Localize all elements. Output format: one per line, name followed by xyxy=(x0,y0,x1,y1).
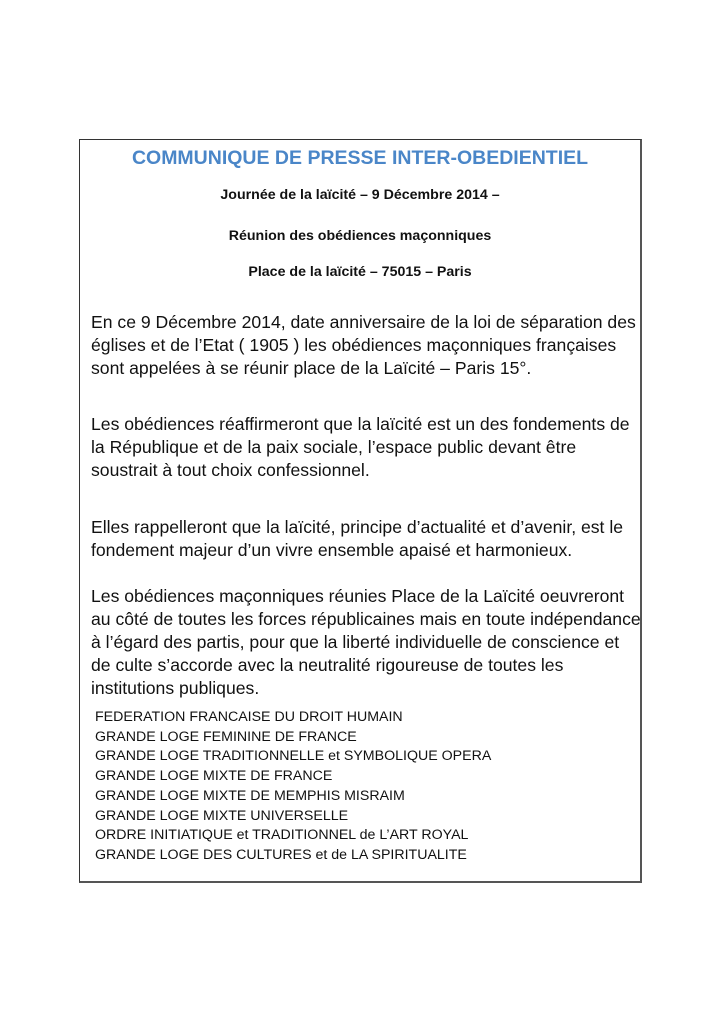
signatory-item: GRANDE LOGE MIXTE DE MEMPHIS MISRAIM xyxy=(95,787,405,804)
paragraph-commitment: Les obédiences maçonniques réunies Place de la Laïcité oeuvreront au côté de toutes les forces républicaines mais en toute indépendance à l’égard des partis, pour que la liberté individuelle de conscience et de culte s’accorde avec la neutralité rigoureuse de toutes les institutions publiques. xyxy=(91,586,641,698)
signatory-item: FEDERATION FRANCAISE DU DROIT HUMAIN xyxy=(95,709,403,725)
signatory-item: GRANDE LOGE TRADITIONNELLE et SYMBOLIQUE OPERA xyxy=(95,748,492,765)
paragraph-reaffirm: Les obédiences réaffirmeront que la laïcité est un des fondements de la République et de la paix sociale, l’espace public devant être soustrait à tout choix confessionnel. xyxy=(91,414,630,480)
signatory-item: GRANDE LOGE FEMININE DE FRANCE xyxy=(95,728,357,745)
press-release-frame xyxy=(79,139,642,883)
subheading-location: Place de la laïcité – 75015 – Paris xyxy=(248,264,472,280)
signatory-item: GRANDE LOGE DES CULTURES et de LA SPIRITUALITE xyxy=(95,846,467,863)
signatory-item: ORDRE INITIATIQUE et TRADITIONNEL de L’ART ROYAL xyxy=(95,827,469,844)
document-title: COMMUNIQUE DE PRESSE INTER-OBEDIENTIEL xyxy=(131,147,589,169)
subheading-event-date: Journée de la laïcité – 9 Décembre 2014 – xyxy=(220,187,500,203)
signatories-list xyxy=(95,708,491,866)
subheading-meeting: Réunion des obédiences maçonniques xyxy=(228,228,492,244)
signatory-item: GRANDE LOGE MIXTE DE FRANCE xyxy=(95,768,333,785)
paragraph-intro: En ce 9 Décembre 2014, date anniversaire de la loi de séparation des églises et de l’Etat ( 1905 ) les obédiences maçonniques françaises sont appelées à se réunir place de la Laïcité – Paris 15°. xyxy=(91,312,636,378)
signatory-item: GRANDE LOGE MIXTE UNIVERSELLE xyxy=(95,807,349,824)
paragraph-recall: Elles rappelleront que la laïcité, principe d’actualité et d’avenir, est le fondement majeur d’un vivre ensemble apaisé et harmonieux. xyxy=(91,517,624,560)
